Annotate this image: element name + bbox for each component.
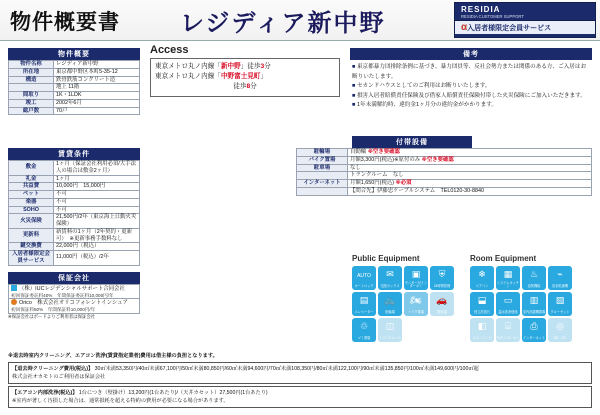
remarks-caption: 備考 — [350, 48, 592, 60]
row-value: 地上 11階 — [54, 84, 140, 92]
row-label: 間取り — [9, 92, 54, 100]
table-row — [9, 206, 140, 214]
guarantor-note: ※保証会社はボードよりご利用者は保証会社 — [8, 313, 96, 319]
row-value: 新賃料の1ヶ月（2年契約・更新可） ※更新事務手数料なし — [54, 228, 140, 243]
guarantor-caption: 保証会社 — [8, 272, 140, 284]
icon-glyph: ◧ — [477, 321, 487, 331]
row-label — [297, 172, 348, 180]
row-label — [9, 84, 54, 92]
access-post: 分 — [250, 83, 257, 91]
access-station: 新中野 — [220, 63, 241, 70]
icon-glyph: ⎙ — [530, 321, 538, 331]
row-label: ペット — [9, 191, 54, 199]
icon-caption: 温水洗浄便座 — [498, 310, 518, 315]
icon-caption: 室内洗濯機置場 — [522, 310, 546, 315]
icon-caption: 浴室乾燥機 — [552, 284, 568, 289]
table-row — [9, 61, 140, 69]
table-row — [9, 183, 140, 191]
access-line-2 — [155, 72, 335, 82]
table-row — [9, 251, 140, 266]
row-value: 10,000円 15,000円 — [54, 183, 140, 191]
row-label: 所在地 — [9, 68, 54, 76]
icon-caption: インターネット — [522, 336, 546, 341]
equipment-icon-bicycle-parking — [378, 292, 402, 316]
icon-caption: トランクルーム — [378, 336, 402, 341]
table-row — [297, 164, 592, 172]
remark-item: ■ セカンドハウスとしてのご利用はお断りいたします。 — [352, 82, 590, 92]
footer-notes — [8, 352, 592, 408]
access-post: 分 — [264, 63, 271, 70]
brand-line3: 入居者様限定会員サービス — [467, 25, 552, 32]
notes-head: ※退去時室内クリーニング、エアコン洗浄(賃貸指定業者)費用は借主様の負担となります。 — [8, 353, 218, 359]
row-value: 鉄骨鉄筋コンクリート造 — [54, 76, 140, 84]
icon-caption: BS・CS — [554, 336, 566, 341]
cleaning-cost-title: 【退去時クリーニング費用(税込)】 — [12, 366, 94, 373]
table-row — [9, 214, 140, 229]
equipment-icon-elevator — [352, 292, 376, 316]
access-mid: 徒歩 — [233, 83, 247, 91]
property-outline-table — [8, 60, 140, 115]
icon-glyph: 🏍 — [410, 295, 422, 305]
icon-caption: 24時間管理 — [433, 284, 451, 289]
row-label: 火災保険 — [9, 214, 54, 229]
row-label: 鍵交換費 — [9, 243, 54, 251]
access-mid: 」 — [260, 73, 268, 81]
public-equipment-block — [352, 254, 464, 342]
equipment-icon-car-parking — [430, 292, 454, 316]
table-row — [9, 161, 140, 176]
row-value: トランクルーム なし — [348, 172, 592, 180]
icon-caption: フローリング — [472, 336, 492, 341]
row-label: 駐車場 — [297, 164, 348, 172]
cleaning-cost-note — [8, 362, 592, 384]
icon-glyph: ▭ — [503, 295, 513, 305]
equipment-icon-delivery-box — [378, 266, 402, 290]
table-row — [9, 84, 140, 92]
page-title: 物件概要書 — [10, 10, 120, 34]
row-value: 1ヶ月（保証会社利用必須/大手法人の場合は敷金2ヶ月） — [54, 161, 140, 176]
row-value: 1ヶ月 — [54, 175, 140, 183]
room-equipment-block — [470, 254, 594, 342]
table-row — [297, 172, 592, 180]
table-row — [9, 198, 140, 206]
row-label — [297, 187, 348, 195]
access-line-1 — [155, 62, 335, 72]
icon-caption: システムキッチン — [497, 280, 519, 289]
access-pre: 東京メトロ丸ノ内線「 — [155, 73, 221, 81]
row-mark: ※必須 — [395, 180, 412, 186]
icon-caption: エアコン — [475, 284, 489, 289]
aircon-cost-line-2: ※室内が著しく汚損した場合は、通常損耗を超える特約の費用が必要になる場合があります。 — [12, 398, 229, 405]
row-value: 不可 — [54, 198, 140, 206]
row-value-text: 自動輪 — [350, 149, 367, 155]
icon-caption: 駐車場 — [437, 310, 447, 315]
icon-caption: TVモニターホン — [496, 336, 520, 341]
icon-glyph: ⬓ — [477, 295, 487, 305]
icon-glyph: ▥ — [529, 295, 539, 305]
icon-caption: オートロック — [354, 284, 374, 289]
guarantor-name: （株）IUCレジデンシャルサポート合同会社 — [19, 286, 125, 292]
icon-caption: 独立洗面台 — [474, 310, 490, 315]
row-value-text: 月額1,650円(税込) — [350, 180, 395, 186]
icon-glyph: ⌁ — [557, 269, 563, 279]
access-minutes: 8 — [246, 83, 251, 91]
row-value: 11,000円（税込）/2年 — [54, 251, 140, 266]
aircon-cost-title: 【エアコン内部洗浄(税込)】 — [12, 390, 78, 397]
room-equipment-grid — [470, 266, 594, 342]
facilities-caption: 付帯設備 — [352, 136, 472, 148]
row-label: 入居者様限定会員サービス — [9, 251, 54, 266]
table-row — [9, 191, 140, 199]
icon-glyph: ✉ — [386, 269, 394, 279]
table-row — [9, 107, 140, 115]
facilities-block — [296, 136, 592, 196]
icon-glyph: ▤ — [359, 295, 369, 305]
guarantor-block — [8, 272, 140, 320]
access-title: Access — [150, 44, 189, 56]
row-label: 構造 — [9, 76, 54, 84]
row-label: SOHO — [9, 206, 54, 214]
table-row — [297, 187, 592, 195]
icon-caption: 駐輪場 — [385, 310, 395, 315]
brand-line1: RESIDIA — [461, 5, 501, 14]
access-line-3 — [155, 82, 335, 92]
remark-item: ■ 東京都暴力団排除条例に基づき、暴力団員等、反社会勢力または関係のある方、ご入居はお断りいたします。 — [352, 63, 590, 82]
page-header — [0, 0, 600, 41]
equipment-icon-tv-monitor-intercom — [496, 318, 520, 342]
guarantor-detail: 初回保証料50% 年間保証料10,000円/年 — [11, 307, 96, 313]
icon-caption: バイク置場 — [408, 310, 424, 315]
table-row — [9, 99, 140, 107]
equipment-icon-system-kitchen — [496, 266, 520, 290]
guarantor-table — [8, 284, 140, 314]
row-value — [348, 149, 592, 157]
access-minutes: 3 — [260, 63, 265, 70]
row-mark: ※空き要確認 — [421, 156, 454, 163]
row-value: 2002年6月 — [54, 99, 140, 107]
row-value — [348, 156, 592, 164]
remark-item: ■ 1年未満解約時、違約金1ヶ月分の違約金がかかります。 — [352, 101, 590, 111]
row-value: 70戸 — [54, 107, 140, 115]
row-label: バイク置場 — [297, 156, 348, 164]
table-row — [9, 228, 140, 243]
row-value-text: 月額3,300円(税込)※原付のみ — [350, 156, 421, 163]
icon-glyph: ▣ — [411, 269, 421, 279]
equipment-icon-24h-management — [430, 266, 454, 290]
table-row — [9, 285, 140, 299]
table-row — [9, 299, 140, 313]
icon-glyph: 🚲 — [384, 295, 396, 305]
row-value: 不可 — [54, 191, 140, 199]
row-label: 竣工 — [9, 99, 54, 107]
brand-alpha: α — [461, 22, 468, 33]
rent-terms-caption: 賃貸条件 — [8, 148, 140, 160]
facilities-table — [296, 148, 592, 196]
table-row — [297, 149, 592, 157]
guarantor-cell — [9, 299, 140, 313]
icon-caption: エレベーター — [354, 310, 374, 315]
row-value — [348, 180, 592, 188]
row-label: 更新料 — [9, 228, 54, 243]
table-row — [297, 180, 592, 188]
equipment-icon-reheating-bath — [522, 266, 546, 290]
access-box — [150, 58, 340, 97]
icon-glyph: 🚗 — [436, 295, 448, 305]
public-equipment-title: Public Equipment — [352, 254, 420, 263]
guarantor-cell — [9, 285, 140, 299]
table-row — [9, 175, 140, 183]
icon-caption: 追焚機能 — [527, 284, 541, 289]
row-value: 東京都中野区本町5-35-12 — [54, 68, 140, 76]
row-label: インターネット — [297, 180, 348, 188]
brand-service-label — [455, 20, 595, 34]
table-row — [9, 243, 140, 251]
equipment-icon-air-conditioner — [470, 266, 494, 290]
row-label: 共益費 — [9, 183, 54, 191]
row-label: 総戸数 — [9, 107, 54, 115]
brand-badge — [454, 2, 596, 38]
access-mid: 」徒歩 — [240, 63, 261, 70]
property-name-title: レジディア新中野 — [180, 9, 386, 37]
icon-caption: 宅配ボックス — [380, 284, 400, 289]
guarantor-name: Orico 株式会社オリコフォレントインシュア — [19, 300, 128, 307]
equipment-icon-indoor-washer-space — [522, 292, 546, 316]
row-label: 楽器 — [9, 198, 54, 206]
table-row — [9, 92, 140, 100]
equipment-icon-bath-dryer — [548, 266, 572, 290]
row-value: 1K・1LDK — [54, 92, 140, 100]
table-row — [9, 68, 140, 76]
property-outline-block — [8, 48, 140, 115]
rent-terms-table — [8, 160, 140, 266]
equipment-icon-autolock — [352, 266, 376, 290]
guarantor-logo-icon — [11, 285, 17, 291]
cleaning-cost-line-2: 株式会社オカモトのご利用者は保証会社 — [12, 374, 106, 381]
aircon-cost-line-1: 1台につき（壁掛け）13,200円(1台あたり)/（天井カセット）27,500円(1台あたり) — [78, 390, 268, 397]
icon-glyph: ❄ — [478, 269, 486, 279]
row-value: 不可 — [54, 206, 140, 214]
access-pre: 東京メトロ丸ノ内線「 — [155, 63, 221, 70]
row-label: 駐輪場 — [297, 149, 348, 157]
icon-caption: モニター付インターホン — [404, 280, 428, 289]
guarantor-detail: 初回保証委託料40% 年間保証委託料10,000円/年 — [11, 292, 114, 298]
remark-item: ■ 損害入居者賠償責任保険及び借家人賠償責任保険付帯した火災保険にご加入いただきます。 — [352, 92, 590, 102]
row-value: レジディア新中野 — [54, 61, 140, 69]
row-mark: ※空き要確認 — [367, 149, 400, 155]
remarks-list — [350, 60, 592, 111]
aircon-cleaning-note — [8, 386, 592, 408]
equipment-icon-bike-parking — [404, 292, 428, 316]
table-row — [297, 156, 592, 164]
equipment-icon-washlet — [496, 292, 520, 316]
icon-glyph: ⌸ — [505, 321, 511, 331]
equipment-icon-internet — [522, 318, 546, 342]
icon-glyph: ▦ — [503, 269, 513, 279]
rent-terms-block — [8, 148, 140, 266]
row-value: 22,000円（税込） — [54, 243, 140, 251]
icon-glyph: ⛨ — [438, 269, 446, 279]
row-label: 礼金 — [9, 175, 54, 183]
cleaning-cost-line-1: 30㎡未満53,350円/40㎡未満67,100円/50㎡未満80,850円/60㎡未満94,600円/70㎡未満108,350円/80㎡未満122,100円/90㎡未満135,850円/100㎡未満149,600円/100㎡超 — [94, 366, 479, 373]
icon-glyph: ♲ — [359, 321, 369, 331]
equipment-icon-monitor-intercom — [404, 266, 428, 290]
icon-caption: ゴミ置場 — [357, 336, 371, 341]
remarks-block — [350, 48, 592, 111]
equipment-icon-flooring — [470, 318, 494, 342]
row-label: 敷金 — [9, 161, 54, 176]
public-equipment-grid — [352, 266, 464, 342]
icon-caption: クローゼット — [550, 310, 570, 315]
access-block — [150, 44, 340, 97]
icon-glyph: ♨ — [529, 269, 539, 279]
icon-glyph: ▧ — [555, 295, 565, 305]
row-label: 物件名称 — [9, 61, 54, 69]
equipment-icon-trunk-room — [378, 318, 402, 342]
icon-glyph: AUTO — [357, 273, 371, 279]
equipment-icon-vanity — [470, 292, 494, 316]
table-row — [9, 76, 140, 84]
icon-glyph: ◫ — [385, 321, 395, 331]
orico-logo-icon — [11, 299, 17, 305]
row-value: 【問合先】伊藤忠ケーブルシステム TEL0120-30-8840 — [348, 187, 592, 195]
equipment-icon-garbage-area — [352, 318, 376, 342]
property-outline-caption: 物件概要 — [8, 48, 140, 60]
equipment-icon-closet — [548, 292, 572, 316]
icon-glyph: ◎ — [556, 321, 564, 331]
row-value: なし — [348, 164, 592, 172]
row-value: 21,500円/2年（東京海上日動火災保険） — [54, 214, 140, 229]
brand-line2: RESIDIA CUSTOMER SUPPORT — [461, 14, 524, 19]
room-equipment-title: Room Equipment — [470, 254, 537, 263]
access-station: 中野富士見町 — [220, 73, 261, 81]
equipment-icon-bs-cs — [548, 318, 572, 342]
